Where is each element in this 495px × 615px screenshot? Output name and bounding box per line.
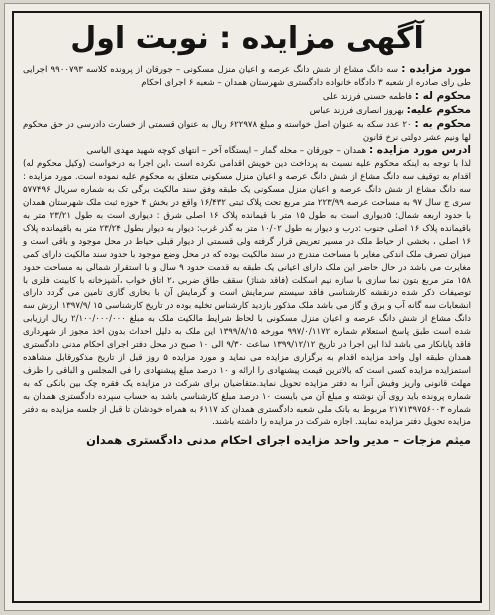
notice-title: آگهی مزایده : نوبت اول — [70, 21, 424, 56]
address-label: ادرس مورد مزایده : — [368, 144, 471, 157]
notice-frame — [12, 11, 482, 603]
newspaper-clipping — [4, 3, 490, 611]
amount-text: ۲۰ عدد سکه به عنوان اصل خواسته و مبلغ ۶۲۲۹۷۸ ریال به عنوان قسمتی از خسارت دادرسی در حق محکوم لها ونیم عشر دولتی نرخ قانون — [23, 119, 471, 143]
condemned-text: فاطمه حسنی فرزند علی — [322, 91, 412, 102]
notice-signature: میثم مزجات – مدیر واحد مزایده اجرای احکام مدنی دادگستری همدان — [86, 433, 471, 448]
subject-text: سه دانگ مشاع از شش دانگ عرصه و اعیان منزل مسکونی – جورقان — [145, 65, 399, 75]
address-row — [23, 144, 471, 158]
notice-body — [23, 63, 471, 429]
condemned-against-label: محکوم علیه: — [406, 103, 471, 116]
amount-label: محکوم به : — [414, 117, 471, 130]
condemned-row — [23, 90, 471, 104]
amount-row — [23, 118, 471, 145]
subject-row — [23, 63, 471, 90]
subject-label: مورد مزایده : — [401, 63, 471, 75]
file-text: از پرونده کلاسه ۹۹۰۰۷۹۳ اجرایی طی رای صادره از شعبه ۳ دادگاه خانواده دادگستری شهرستان همدان – شعبه ۶ اجرای احکام — [23, 65, 471, 88]
address-text: همدان – جورقان – محله گمار – ایستگاه آخر – انتهای کوچه شهید مهدی الیاسی — [86, 146, 367, 157]
main-paragraph: لذا با توجه به اینکه محکوم علیه نسبت به پرداخت دین خویش اقدامی نکرده است ،این اجرا به درخواست (وکیل محکوم له) اقدام به توقیف سه دانگ مشاع از شش دانگ عرصه و اعیان منزل مسکونی متعلق به محکوم علیه نموده است. مورد مزایده : سه دانگ مشاع از شش دانگ عرصه و اعیان منزل مسکونی یک طبقه وفق سند مالکیت برگی تک به شماره سریال ۵۷۷۴۹۶ سری ج سال ۹۷ به مساحت عرصه ۲۲۳/۹۹ متر مربع تحت پلاک ثبتی ۱۶/۴۳۲ واقع در بخش ۴ حوزه ثبت ملک شهرستان همدان با حدود اربعه شمال: ۵دیواری است به طول ۱۵ متر با قیمانده پلاک ۱۶ اصلی شرق : دیواری است به طول ۲۳/۲۱ متر به باقیمانده پلاک ۱۶ اصلی جنوب :درب و دیوار به طول ۱۰/۰۲ متر به گذر غرب: دیوار به دیوار بطول ۲۳/۲۴ متر به باقیمانده پلاک ۱۶ اصلی ، بخشی از حیاط ملک در مسیر تعریض قرار گرفته ولی قسمتی از دیوار قبلی حیاط در محل موجود و باقی است و میزان تصرف ملک اندکی مغایر با مساحت مندرج در سند مالکیت بوده که در محل وضع موجود با حدود سند مالکیت دارای کمی مغایرت می باشد در حال حاضر این ملک دارای اعیانی یک طبقه به قدمت حدود ۹ سال و با استقرار شمالی به مساحت حدود ۱۵۸ متر مربع بتون نما سازی با سازه نیم اسکلت (فاقد شناژ) سقف طاق ضربی ،۲ اتاق خواب ،آشپزخانه با کابینت فلزی با توصیفات ذکر شده درنقشه کارشناسی فاقد سیستم سرمایش است و گرمایش آن با بخاری گازی تامین می گردد دارای انشعابات سه گانه آب و برق و گاز می باشد ملک مذکور بازدید کارشناس تخلیه بوده در تاریخ کارشناسی ۱۵ /۱۳۹۷/۹ ارزش سه دانگ مشاع از شش دانگ عرصه و اعیان منزل مسکونی با لحاظ شرایط مالکیت ملک به مبلغ ۲/۱۰۰/۰۰۰/۰۰۰ ریال ارزیابی شده است طبق پاسخ استعلام شماره ۹۹۷/۰/۱۱۷۲ مورخه ۱۳۹۹/۸/۱۵ این ملک به دلیل احداث بدون اخذ مجوز از شهرداری فاقد پایانکار می باشد لذا این اجرا در تاریخ ۱۳۹۹/۱۲/۱۲ ساعت ۹/۳۰ الی ۱۰ صبح در محل دفتر اجرای احکام مدنی دادگستری همدان طبقه اول واحد مزایده اقدام به برگزاری مزایده می نماید و مورد مزایده ۵ روز قبل از تاریخ مذکورقابل مشاهده استمزایده مزایده کسی است که بالاترین قیمت پیشنهادی را ارائه و ۱۰ درصد مبلغ پیشنهادی را فی المجلس و الباقی را ظرف مهلت قانونی واریز وفیش آنرا به دفتر مزایده تحویل نماید.متقاضیان برای شرکت در مزایده یک فقره چک بین بانکی که به شماره پرونده باید روی آن نوشته و مبلغ آن می بایست ۱۰ درصد مبلغ کارشناسی باشد به حساب سپرده دادگستری همدان به شماره ۲۱۷۱۳۹۷۵۶۰۰۳ مربوط به بانک ملی شعبه دادگستری همدان کد ۶۱۱۷ به همراه خودشان تا قبل از جلسه مزایده به دفتر مزایده تحویل دفتر مزایده نمایند. اجازه شرکت در مزایده را داشته باشند. — [23, 159, 472, 428]
condemned-label: محکوم له : — [414, 89, 471, 102]
condemned-against-text: بهروز انصاری فرزند عباس — [309, 105, 404, 116]
condemned-against-row — [23, 104, 471, 118]
